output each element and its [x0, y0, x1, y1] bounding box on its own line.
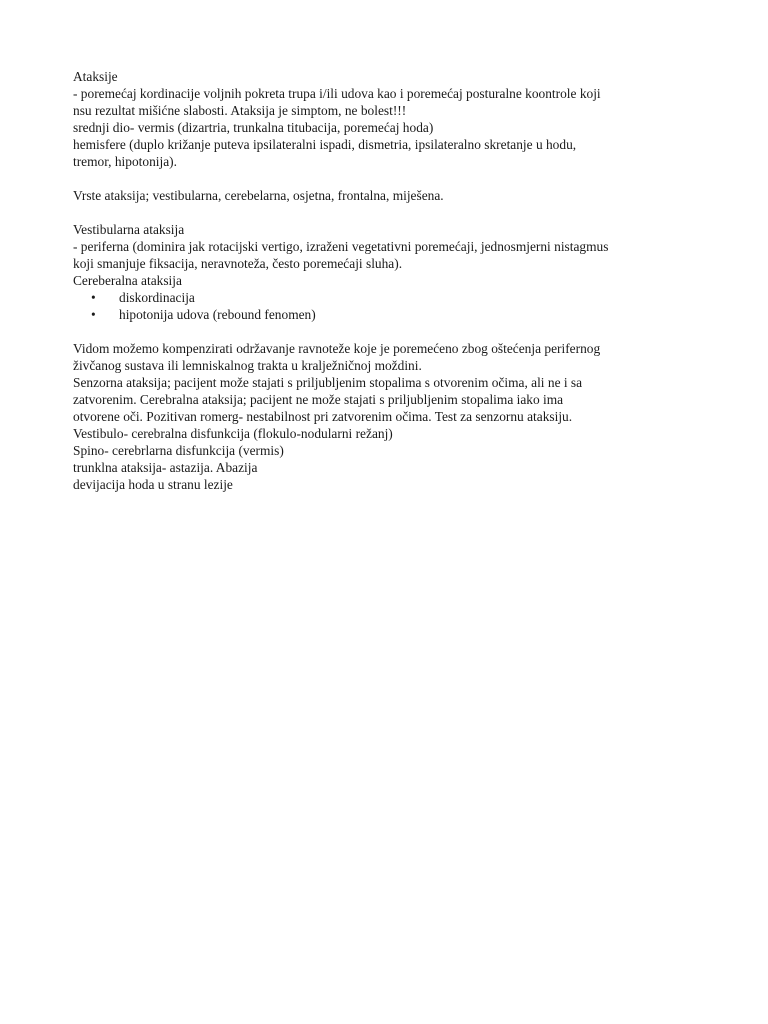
document-title: Ataksije	[73, 69, 118, 84]
bullet-text: diskordinacija	[119, 290, 195, 305]
bullet-text: hipotonija udova (rebound fenomen)	[119, 307, 316, 322]
vestibular-line: koji smanjuje fiksacija, neravnoteža, često poremećaji sluha).	[73, 256, 403, 271]
vestibular-line: - periferna (dominira jak rotacijski vertigo, izraženi vegetativni poremećaji, jednosmjerni nistagmus	[73, 239, 609, 254]
vestibular-section	[73, 221, 708, 323]
vestibular-heading: Vestibularna ataksija	[73, 222, 185, 237]
closing-line: otvorene oči. Pozitivan romerg- nestabilnost pri zatvorenim očima. Test za senzornu ataksiju.	[73, 409, 573, 424]
intro-line: hemisfere (duplo križanje puteva ipsilateralni ispadi, dismetria, ipsilateralno skretanje u hodu,	[73, 137, 577, 152]
closing-section	[73, 340, 708, 493]
intro-line: - poremećaj kordinacije voljnih pokreta trupa i/ili udova kao i poremećaj posturalne koontrole koji	[73, 86, 601, 101]
bullet-item	[91, 306, 708, 323]
closing-line: devijacija hoda u stranu lezije	[73, 477, 233, 492]
cerebellar-bullet-list	[73, 289, 708, 323]
closing-line: Vestibulo- cerebralna disfunkcija (flokulo-nodularni režanj)	[73, 426, 393, 441]
closing-line: živčanog sustava ili lemniskalnog trakta u kralježničnoj moždini.	[73, 358, 422, 373]
closing-line: zatvorenim. Cerebralna ataksija; pacijent ne može stajati s priljubljenim stopalima iako ima	[73, 392, 564, 407]
types-paragraph	[73, 187, 708, 204]
intro-line: tremor, hipotonija).	[73, 154, 177, 169]
intro-line: srednji dio- vermis (dizartria, trunkalna titubacija, poremećaj hoda)	[73, 120, 434, 135]
bullet-item	[91, 289, 708, 306]
title-block	[73, 68, 708, 170]
closing-line: Vidom možemo kompenzirati održavanje ravnoteže koje je poremećeno zbog oštećenja perifernog	[73, 341, 601, 356]
bullet-marker: •	[91, 290, 96, 305]
types-line: Vrste ataksija; vestibularna, cerebelarna, osjetna, frontalna, miješena.	[73, 188, 444, 203]
paragraph-spacer	[73, 204, 708, 221]
paragraph-spacer	[73, 323, 708, 340]
paragraph-spacer	[73, 170, 708, 187]
closing-line: trunklna ataksija- astazija. Abazija	[73, 460, 258, 475]
intro-line: nsu rezultat mišićne slabosti. Ataksija je simptom, ne bolest!!!	[73, 103, 407, 118]
closing-line: Spino- cerebrlarna disfunkcija (vermis)	[73, 443, 284, 458]
bullet-marker: •	[91, 307, 96, 322]
cerebellar-heading: Cereberalna ataksija	[73, 273, 182, 288]
closing-line: Senzorna ataksija; pacijent može stajati s priljubljenim stopalima s otvorenim očima, ali ne i sa	[73, 375, 583, 390]
